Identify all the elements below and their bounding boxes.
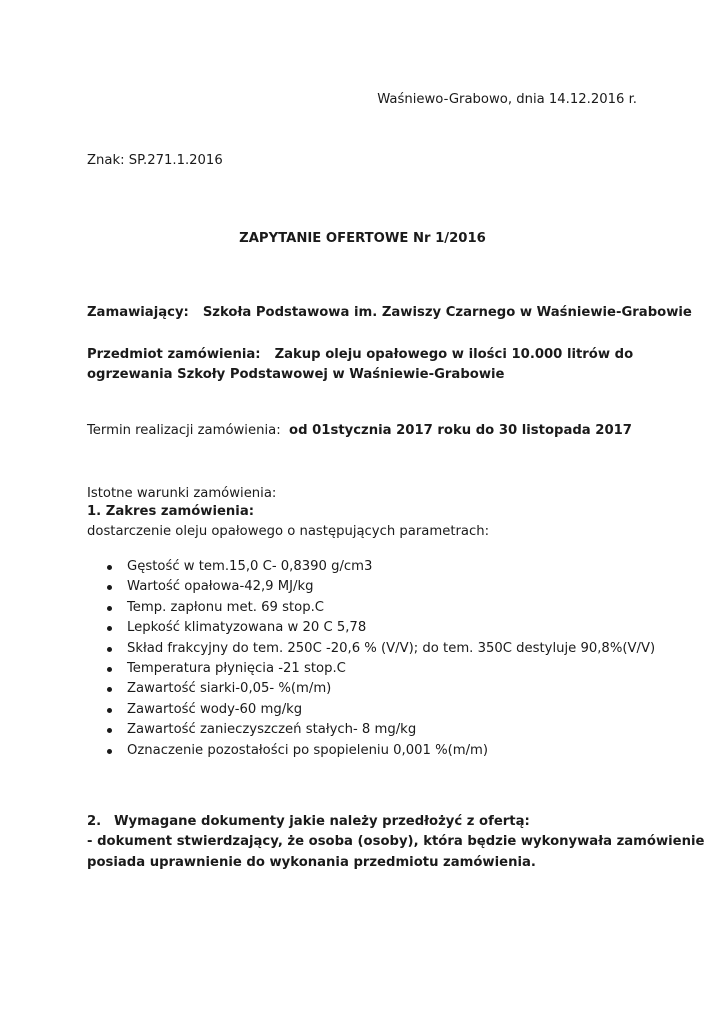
list-item — [107, 741, 655, 761]
orderer-value: Szkoła Podstawowa im. Zawiszy Czarnego w Waśniewie-Grabowie — [202, 305, 692, 320]
bullet-icon — [107, 585, 112, 590]
documents-line1: - dokument stwierdzający, że osoba (osoby), która będzie wykonywała zamówienie — [87, 834, 705, 849]
bullet-icon — [107, 667, 112, 672]
bullet-icon — [107, 708, 112, 713]
list-item — [107, 700, 655, 720]
scope-heading: 1. Zakres zamówienia: — [87, 504, 255, 519]
parameters-list — [107, 557, 655, 761]
bullet-icon — [107, 687, 112, 692]
documents-line2: posiada uprawnienie do wykonania przedmiotu zamówienia. — [87, 855, 536, 870]
subject-block — [87, 345, 633, 385]
document-title: ZAPYTANIE OFERTOWE Nr 1/2016 — [239, 231, 486, 246]
parameter-text: Temperatura płynięcia -21 stop.C — [127, 660, 346, 676]
parameter-text: Skład frakcyjny do tem. 250C -20,6 % (V/V); do tem. 350C destyluje 90,8%(V/V) — [127, 640, 656, 656]
list-item — [107, 577, 655, 597]
list-item — [107, 598, 655, 618]
orderer-line — [87, 303, 692, 323]
scope-intro: dostarczenie oleju opałowego o następujących parametrach: — [87, 524, 490, 539]
parameter-text: Gęstość w tem.15,0 C- 0,8390 g/cm3 — [127, 559, 373, 574]
bullet-icon — [107, 626, 112, 631]
reference-number: Znak: SP.271.1.2016 — [87, 153, 223, 168]
documents-number: 2. — [87, 814, 102, 829]
subject-label: Przedmiot zamówienia: — [87, 347, 261, 362]
bullet-icon — [107, 728, 112, 733]
list-item — [107, 639, 655, 659]
conditions-label: Istotne warunki zamówienia: — [87, 486, 277, 501]
parameter-text: Wartość opałowa-42,9 MJ/kg — [127, 579, 314, 595]
documents-heading-text: Wymagane dokumenty jakie należy przedłożyć z ofertą: — [114, 814, 530, 829]
term-value: od 01stycznia 2017 roku do 30 listopada 2017 — [289, 423, 632, 438]
bullet-icon — [107, 749, 112, 754]
parameter-text: Temp. zapłonu met. 69 stop.C — [127, 599, 324, 615]
term-line — [87, 421, 632, 441]
bullet-icon — [107, 647, 112, 652]
orderer-label: Zamawiający: — [87, 305, 189, 320]
parameter-text: Oznaczenie pozostałości po spopieleniu 0,001 %(m/m) — [127, 742, 489, 758]
list-item — [107, 557, 655, 577]
list-item — [107, 720, 655, 740]
parameter-text: Zawartość zanieczyszczeń stałych- 8 mg/kg — [127, 722, 417, 738]
documents-heading — [87, 812, 530, 832]
parameter-text: Lepkość klimatyzowana w 20 C 5,78 — [127, 620, 367, 636]
bullet-icon — [107, 606, 112, 611]
place-date: Waśniewo-Grabowo, dnia 14.12.2016 r. — [377, 92, 637, 107]
subject-line1: Zakup oleju opałowego w ilości 10.000 litrów do — [274, 347, 634, 362]
parameter-text: Zawartość wody-60 mg/kg — [127, 701, 303, 717]
list-item — [107, 679, 655, 699]
parameter-text: Zawartość siarki-0,05- %(m/m) — [127, 681, 332, 697]
bullet-icon — [107, 565, 112, 570]
list-item — [107, 659, 655, 679]
subject-line2: ogrzewania Szkoły Podstawowej w Waśniewie-Grabowie — [87, 367, 505, 382]
list-item — [107, 618, 655, 638]
term-label: Termin realizacji zamówienia: — [87, 423, 281, 438]
